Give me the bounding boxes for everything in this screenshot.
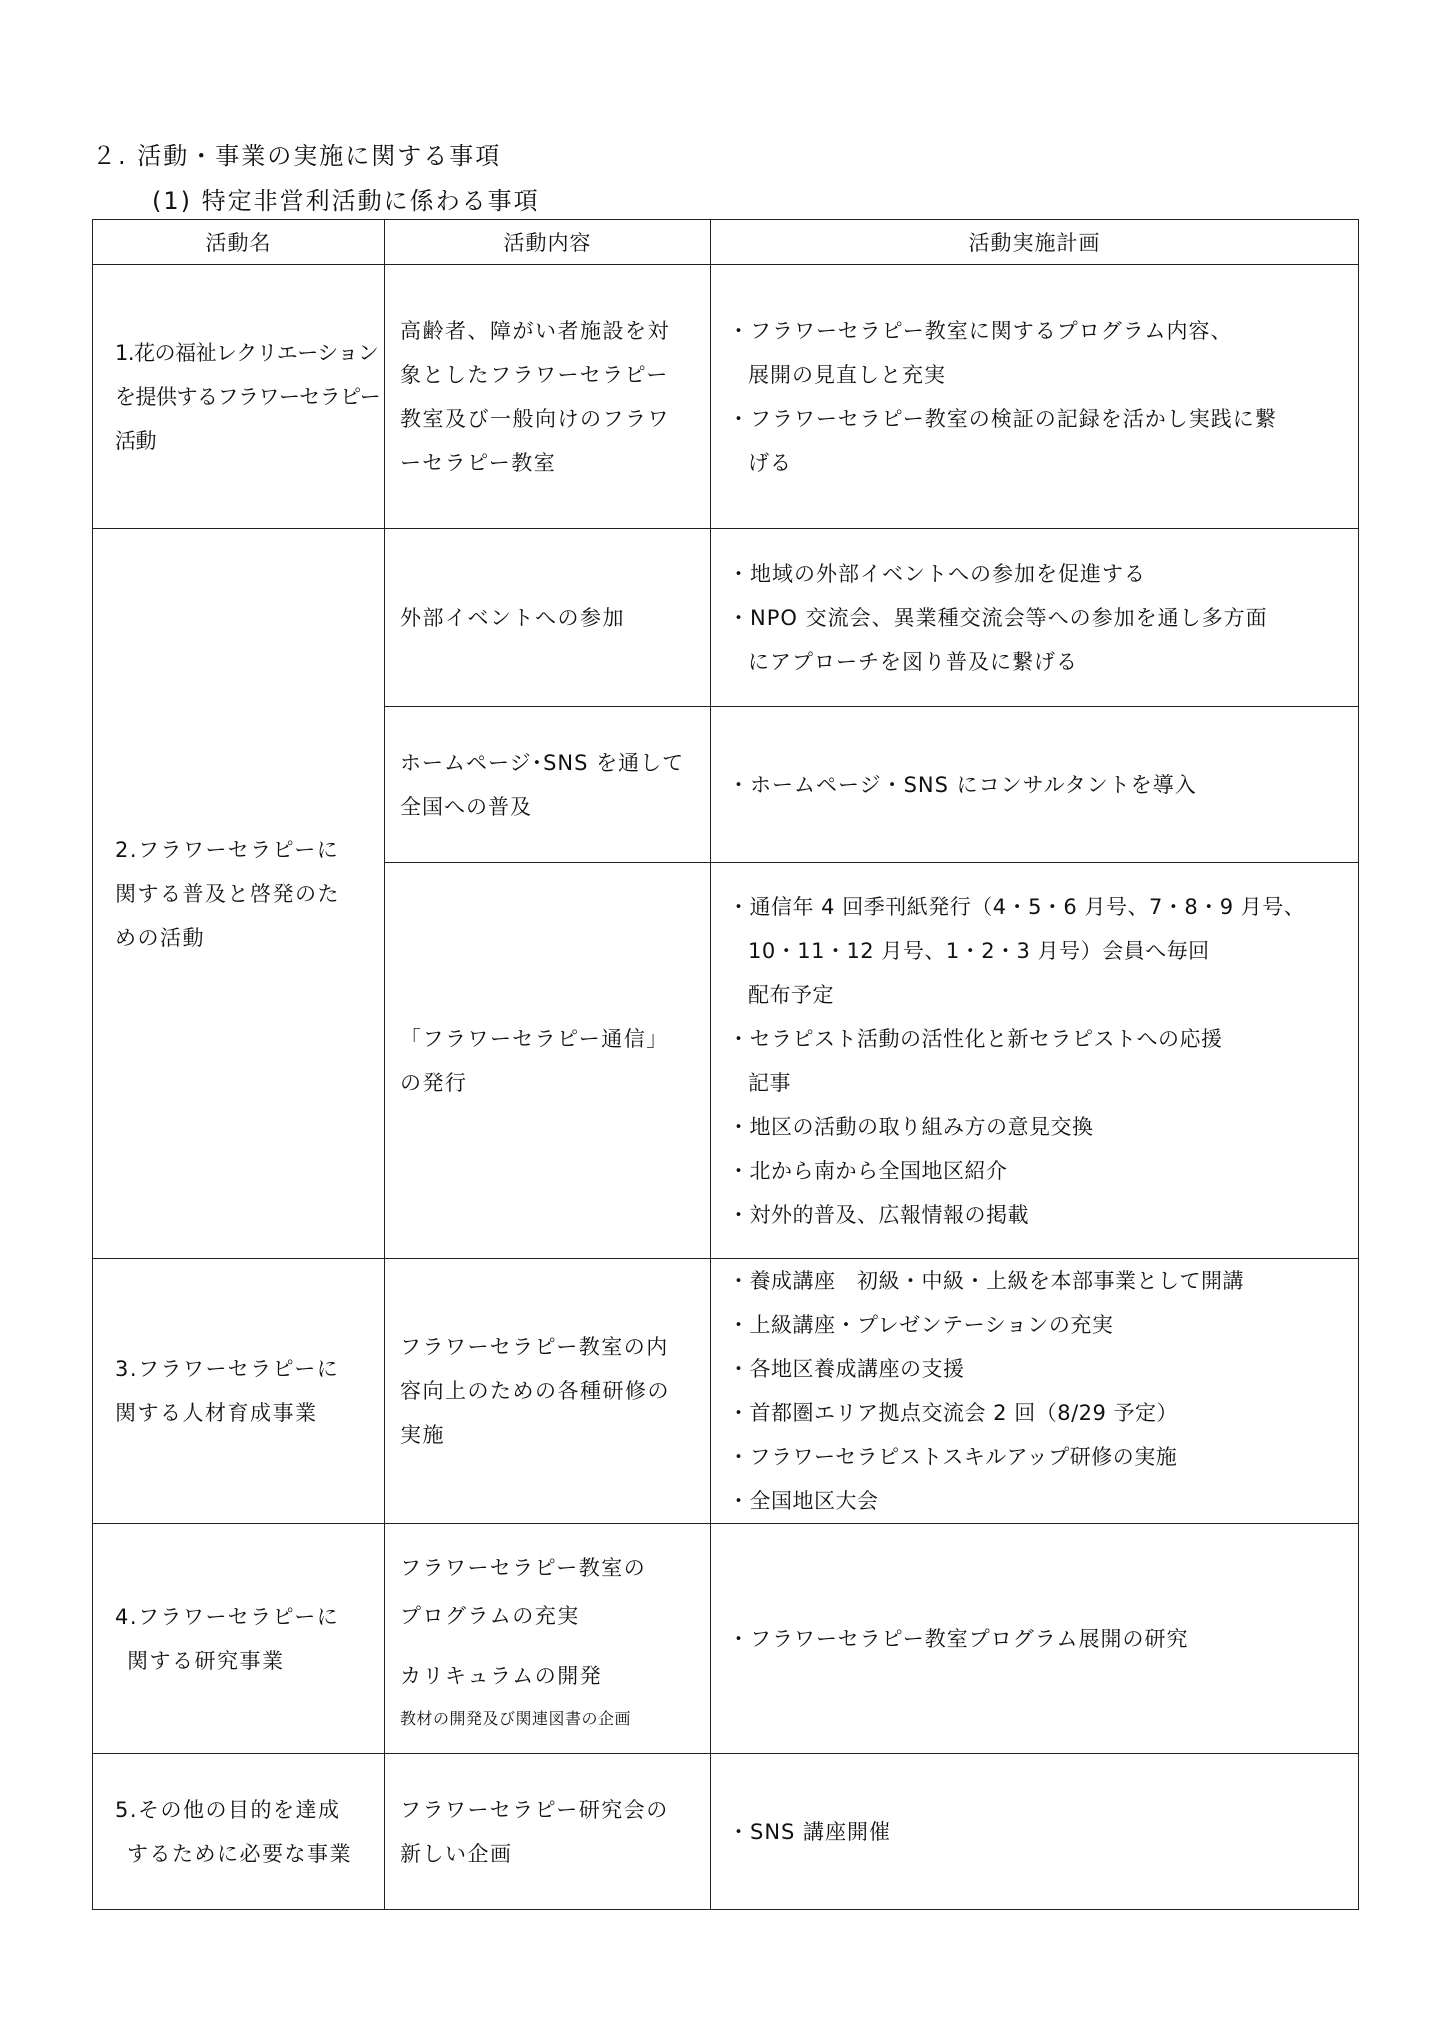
activity-name-line: 3.フラワーセラピーに [115, 1357, 340, 1381]
activity-name-line: を提供するフラワーセラピー [115, 384, 381, 409]
plan-item: ・養成講座 初級・中級・上級を本部事業として開講 [728, 1269, 1244, 1293]
activity-plan-table [92, 219, 1359, 1910]
activity-content-cell [385, 863, 711, 1259]
activity-content-line: 全国への普及 [400, 794, 532, 819]
activity-plan-cell [711, 707, 1359, 863]
table-row [93, 529, 1359, 707]
plan-item-continuation: にアプローチを図り普及に繋げる [748, 649, 1078, 674]
activity-content-line: ホームページ･SNS を通して [400, 750, 685, 775]
activity-name-line: 5.その他の目的を達成 [115, 1797, 341, 1822]
activity-content-cell [385, 1524, 711, 1754]
plan-item: ・NPO 交流会、異業種交流会等への参加を通し多方面 [728, 605, 1268, 630]
activity-name-cell [93, 1259, 385, 1524]
activity-name-cell [93, 265, 385, 529]
activity-plan-cell [711, 1754, 1359, 1910]
activity-content-line: フラワーセラピー教室の [400, 1555, 647, 1580]
column-header-activity-content: 活動内容 [385, 220, 711, 265]
activity-content-line: ーセラピー教室 [400, 450, 557, 475]
activity-content-cell [385, 1259, 711, 1524]
plan-item: ・対外的普及、広報情報の掲載 [728, 1202, 1029, 1227]
activity-content-line: 実施 [400, 1423, 445, 1447]
plan-item: ・全国地区大会 [728, 1489, 879, 1513]
activity-content-line: 容向上のための各種研修の [400, 1379, 670, 1403]
plan-item: ・上級講座・プレゼンテーションの充実 [728, 1313, 1114, 1337]
plan-item: ・各地区養成講座の支援 [728, 1357, 965, 1381]
activity-content-line: 「フラワーセラピー通信」 [400, 1026, 669, 1051]
activity-content-note: 教材の開発及び関連図書の企画 [400, 1708, 632, 1728]
activity-name-cell [93, 1524, 385, 1754]
activity-name-line: するために必要な事業 [127, 1841, 352, 1866]
activity-plan-cell [711, 1259, 1359, 1524]
activity-name-line: めの活動 [115, 925, 205, 950]
column-header-activity-plan: 活動実施計画 [711, 220, 1359, 265]
plan-item: ・フラワーセラピー教室に関するプログラム内容、 [728, 318, 1233, 343]
activity-plan-cell [711, 265, 1359, 529]
plan-item: ・ホームページ・SNS にコンサルタントを導入 [728, 772, 1197, 797]
plan-item: ・セラピスト活動の活性化と新セラピストへの応援 [728, 1026, 1223, 1051]
plan-item: ・フラワーセラピー教室プログラム展開の研究 [728, 1626, 1189, 1651]
activity-content-line: 教室及び一般向けのフラワ [400, 406, 670, 431]
plan-item: ・フラワーセラピー教室の検証の記録を活かし実践に繋 [728, 406, 1277, 431]
table-row [93, 265, 1359, 529]
activity-name-line: 活動 [115, 428, 156, 453]
activity-plan-cell [711, 529, 1359, 707]
table-row [93, 1259, 1359, 1524]
section-heading: ２. 活動・事業の実施に関する事項 [92, 142, 502, 170]
plan-item: ・地域の外部イベントへの参加を促進する [728, 561, 1146, 586]
activity-content-cell [385, 529, 711, 707]
plan-item-continuation: げる [748, 450, 792, 475]
plan-item: ・フラワーセラピストスキルアップ研修の実施 [728, 1445, 1178, 1469]
plan-item: ・北から南から全国地区紹介 [728, 1158, 1008, 1183]
activity-plan-cell [711, 863, 1359, 1259]
plan-item: ・SNS 講座開催 [728, 1819, 892, 1844]
column-header-activity-name: 活動名 [93, 220, 385, 265]
activity-content-cell [385, 1754, 711, 1910]
activity-name-line: 関する普及と啓発のた [115, 881, 340, 906]
activity-content-line: フラワーセラピー教室の内 [400, 1335, 669, 1359]
activity-content-line: 象としたフラワーセラピー [400, 362, 669, 387]
plan-item-continuation: 配布予定 [748, 982, 834, 1007]
plan-item-continuation: 10・11・12 月号、1・2・3 月号）会員へ毎回 [748, 938, 1210, 963]
plan-item-continuation: 記事 [748, 1070, 791, 1095]
activity-content-line: 高齢者、障がい者施設を対 [400, 318, 670, 343]
activity-content-cell [385, 265, 711, 529]
activity-name-line: 1.花の福祉レクリエーション [115, 340, 379, 365]
activity-plan-cell [711, 1524, 1359, 1754]
subsection-heading: (1) 特定非営利活動に係わる事項 [152, 187, 540, 215]
activity-content-line: の発行 [400, 1070, 468, 1095]
plan-item: ・通信年 4 回季刊紙発行（4・5・6 月号、7・8・9 月号、 [728, 894, 1306, 919]
activity-content-line: カリキュラムの開発 [400, 1663, 603, 1688]
activity-content-line: プログラムの充実 [400, 1603, 580, 1628]
table-header-row [93, 220, 1359, 265]
activity-name-line: 関する研究事業 [127, 1648, 285, 1673]
activity-content-line: 新しい企画 [400, 1841, 513, 1866]
activity-name-cell [93, 529, 385, 1259]
activity-name-line: 関する人材育成事業 [115, 1401, 318, 1425]
table-row [93, 1754, 1359, 1910]
activity-content-line: 外部イベントへの参加 [400, 605, 625, 630]
plan-item-continuation: 展開の見直しと充実 [748, 362, 946, 387]
activity-name-line: 2.フラワーセラピーに [115, 837, 340, 862]
activity-content-cell [385, 707, 711, 863]
activity-name-line: 4.フラワーセラピーに [115, 1604, 340, 1629]
plan-item: ・首都圏エリア拠点交流会 2 回（8/29 予定） [728, 1401, 1179, 1425]
table-row [93, 1524, 1359, 1754]
activity-name-cell [93, 1754, 385, 1910]
activity-content-line: フラワーセラピー研究会の [400, 1797, 669, 1822]
plan-item: ・地区の活動の取り組み方の意見交換 [728, 1114, 1094, 1139]
